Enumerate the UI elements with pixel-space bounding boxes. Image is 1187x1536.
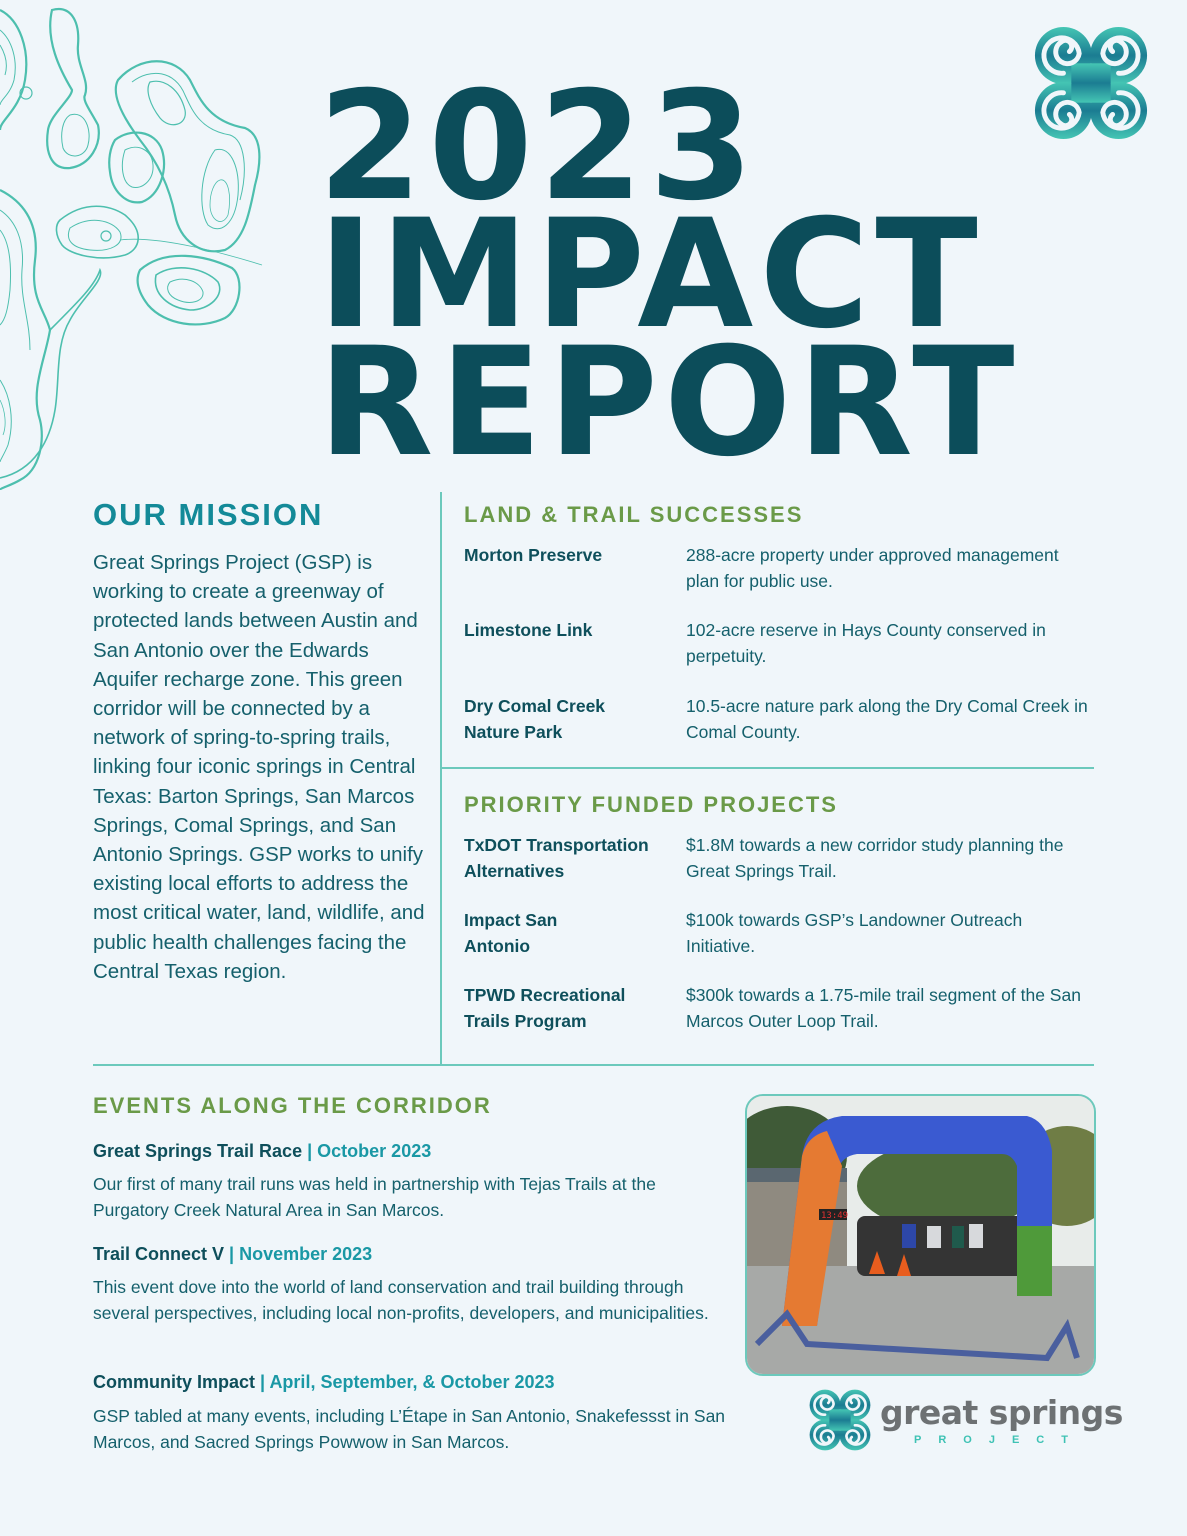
topographic-contour-decoration [0, 0, 270, 495]
event-title [93, 1141, 431, 1162]
row-label: Limestone Link [464, 620, 593, 640]
event-title [93, 1244, 372, 1265]
trail-race-photo-illustration [747, 1096, 1094, 1374]
priority-projects-heading: PRIORITY FUNDED PROJECTS [464, 792, 838, 817]
event-body: Our first of many trail runs was held in partnership with Tejas Trails at the Purgatory Creek Natural Area in San Marcos. [93, 1174, 656, 1220]
logo-wordmark: great springs [880, 1393, 1123, 1432]
great-springs-logo-icon [1032, 24, 1150, 142]
row-label: TPWD Recreational Trails Program [464, 985, 626, 1031]
event-separator: | [229, 1244, 235, 1264]
trail-race-photo [745, 1094, 1096, 1376]
row-value: $300k towards a 1.75-mile trail segment of the San Marcos Outer Loop Trail. [686, 985, 1081, 1031]
report-title-year: 2023 [318, 60, 760, 234]
report-title-report: REPORT [318, 316, 1021, 490]
event-date: October 2023 [317, 1141, 432, 1161]
event-name: Community Impact [93, 1372, 256, 1392]
column-divider [440, 492, 442, 1066]
logo-subtitle: PROJECT [914, 1434, 1085, 1446]
event-separator: | [307, 1141, 313, 1161]
events-heading: EVENTS ALONG THE CORRIDOR [93, 1093, 492, 1118]
event-body: GSP tabled at many events, including L’Étape in San Antonio, Snakefessst in San Marcos, and Sacred Springs Powwow in San Marcos. [93, 1406, 726, 1452]
row-value: 10.5-acre nature park along the Dry Comal Creek in Comal County. [686, 696, 1088, 742]
event-name: Great Springs Trail Race [93, 1141, 303, 1161]
row-label: Morton Preserve [464, 545, 603, 565]
event-date: April, September, & October 2023 [269, 1372, 555, 1392]
row-label: Impact San Antonio [464, 910, 558, 956]
event-body: This event dove into the world of land conservation and trail building through several perspectives, including local non-profits, developers, and municipalities. [93, 1277, 709, 1323]
event-name: Trail Connect V [93, 1244, 225, 1264]
section-divider-mid [441, 767, 1094, 769]
row-value: 288-acre property under approved management plan for public use. [686, 545, 1059, 591]
event-date: November 2023 [239, 1244, 373, 1264]
row-value: $100k towards GSP’s Landowner Outreach Initiative. [686, 910, 1023, 956]
mission-body: Great Springs Project (GSP) is working to create a greenway of protected lands between Austin and San Antonio over the Edwards Aquifer recharge zone. This green corridor will be connected by a network of spring-to-spring trails, linking four iconic springs in Central Texas: Barton Springs, San Marcos Springs, Comal Springs, and San Antonio Springs. GSP works to unify existing local efforts to address the most critical water, land, wildlife, and public health challenges facing the Central Texas region. [93, 551, 425, 983]
row-label: Dry Comal Creek Nature Park [464, 696, 606, 742]
event-separator: | [260, 1372, 266, 1392]
event-title [93, 1372, 555, 1393]
row-value: $1.8M towards a new corridor study planning the Great Springs Trail. [686, 835, 1064, 881]
great-springs-logo-icon-small [808, 1388, 872, 1452]
mission-heading: OUR MISSION [93, 497, 324, 532]
row-label: TxDOT Transportation Alternatives [464, 835, 649, 881]
row-value: 102-acre reserve in Hays County conserved in perpetuity. [686, 620, 1046, 666]
report-title-impact: IMPACT [318, 188, 984, 362]
race-clock-text: 13:49 [821, 1211, 849, 1221]
land-trail-heading: LAND & TRAIL SUCCESSES [464, 502, 804, 527]
section-divider-bottom [93, 1064, 1094, 1066]
